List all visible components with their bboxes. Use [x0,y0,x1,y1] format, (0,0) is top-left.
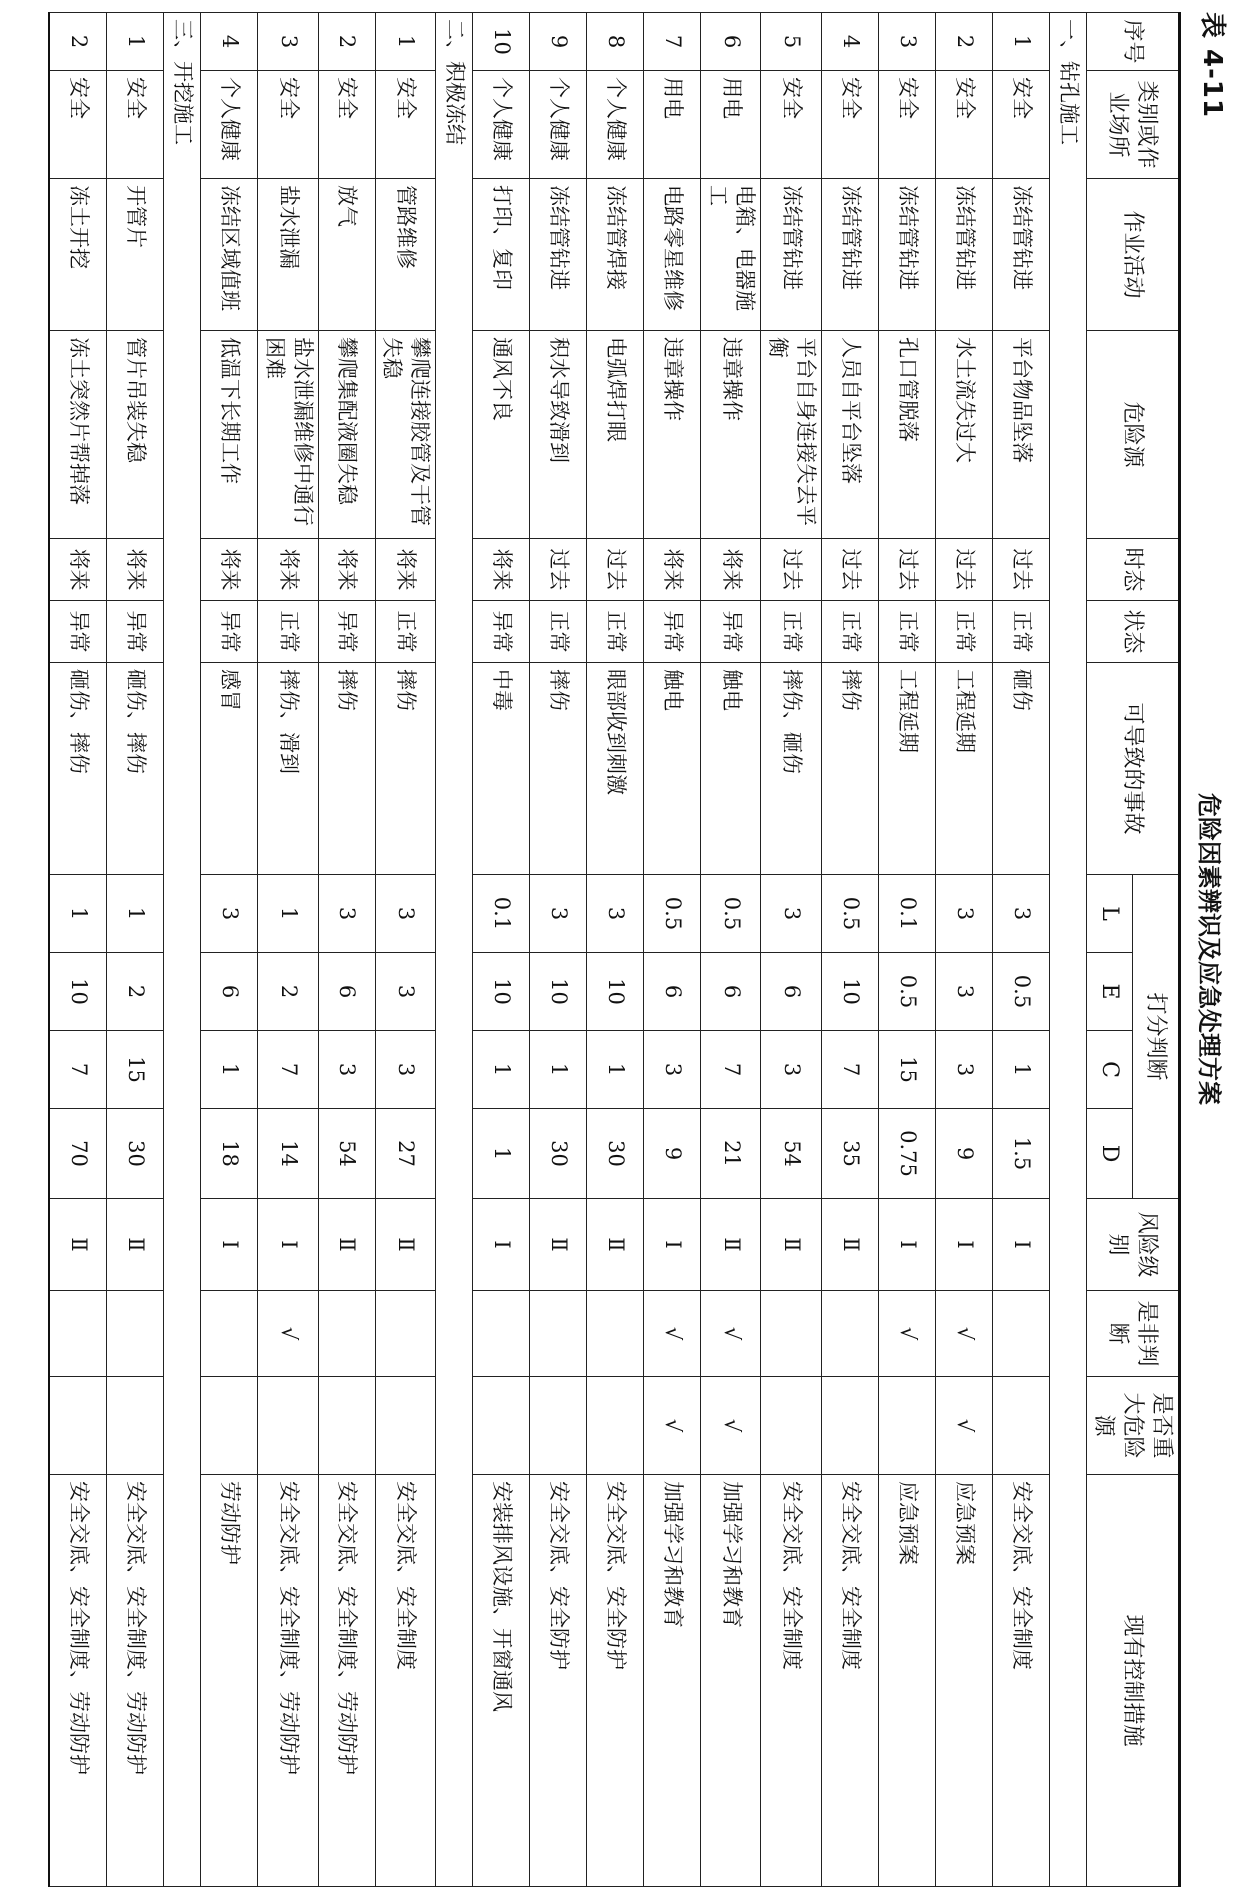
row-controls: 安全交底、安全防护 [587,1475,644,1887]
row-risk-level: Ⅰ [935,1199,992,1291]
row-major-hazard [107,1377,164,1475]
row-judgment [761,1291,821,1377]
row-no: 4 [201,13,258,71]
row-c: 7 [701,1031,761,1109]
row-risk-level: Ⅱ [107,1199,164,1291]
row-major-hazard [201,1377,258,1475]
row-e: 3 [935,953,992,1031]
header-scoring: 打分判断 [1132,875,1179,1199]
row-accident: 砸伤、摔伤 [107,663,164,875]
section-header [164,13,201,1887]
row-d: 18 [201,1109,258,1199]
table-row [49,13,107,1887]
row-hazard: 管片吊装失稳 [107,331,164,539]
row-no: 7 [644,13,701,71]
row-accident: 中毒 [473,663,530,875]
row-d: 35 [821,1109,878,1199]
row-c: 7 [821,1031,878,1109]
row-category: 安全 [878,71,935,179]
header-state: 状态 [1086,601,1179,663]
row-no: 1 [992,13,1049,71]
row-state: 正常 [935,601,992,663]
row-c: 3 [761,1031,821,1109]
row-no: 6 [701,13,761,71]
row-category: 安全 [935,71,992,179]
row-d: 1 [473,1109,530,1199]
row-state: 正常 [878,601,935,663]
row-d: 21 [701,1109,761,1199]
section-header [436,13,473,1887]
row-activity: 冻土开挖 [49,179,107,331]
row-judgment: √ [935,1291,992,1377]
row-activity: 放气 [318,179,375,331]
row-state: 正常 [821,601,878,663]
row-controls: 应急预案 [878,1475,935,1887]
row-controls: 安全交底、安全制度、劳动防护 [258,1475,318,1887]
row-controls: 安全交底、安全制度、劳动防护 [107,1475,164,1887]
row-category: 个人健康 [587,71,644,179]
row-no: 2 [318,13,375,71]
row-hazard: 攀爬集配液圈失稳 [318,331,375,539]
row-c: 3 [318,1031,375,1109]
row-hazard: 电弧焊打眼 [587,331,644,539]
row-judgment: √ [878,1291,935,1377]
row-no: 1 [375,13,435,71]
header-no: 序号 [1086,13,1179,71]
row-major-hazard [258,1377,318,1475]
row-major-hazard: √ [935,1377,992,1475]
row-controls: 安全交底、安全制度 [821,1475,878,1887]
row-judgment [473,1291,530,1377]
row-judgment: √ [701,1291,761,1377]
row-activity: 电路零星维修 [644,179,701,331]
row-l: 3 [992,875,1049,953]
row-accident: 砸伤 [992,663,1049,875]
row-activity: 冻结管钻进 [878,179,935,331]
section-title: 二、积极冻结 [436,13,473,1887]
row-judgment [49,1291,107,1377]
row-category: 个人健康 [473,71,530,179]
row-accident: 摔伤 [375,663,435,875]
header-d: D [1086,1109,1132,1199]
row-controls: 安装排风设施、开窗通风 [473,1475,530,1887]
row-activity: 电箱、电器施工 [701,179,761,331]
row-e: 6 [761,953,821,1031]
row-e: 0.5 [878,953,935,1031]
row-d: 27 [375,1109,435,1199]
row-risk-level: Ⅱ [318,1199,375,1291]
row-e: 6 [318,953,375,1031]
row-c: 7 [258,1031,318,1109]
row-accident: 触电 [644,663,701,875]
row-c: 3 [375,1031,435,1109]
row-d: 14 [258,1109,318,1199]
table-row [318,13,375,1887]
row-state: 正常 [992,601,1049,663]
row-tense: 将来 [375,539,435,601]
row-hazard: 冻土突然片帮掉落 [49,331,107,539]
row-major-hazard [878,1377,935,1475]
row-controls: 应急预案 [935,1475,992,1887]
row-major-hazard [473,1377,530,1475]
header-accident: 可导致的事故 [1086,663,1179,875]
row-risk-level: Ⅰ [201,1199,258,1291]
row-e: 2 [258,953,318,1031]
row-d: 0.75 [878,1109,935,1199]
row-judgment [201,1291,258,1377]
row-category: 个人健康 [530,71,587,179]
row-no: 3 [258,13,318,71]
row-l: 0.5 [644,875,701,953]
row-controls: 加强学习和教育 [701,1475,761,1887]
row-judgment [530,1291,587,1377]
row-d: 54 [318,1109,375,1199]
row-risk-level: Ⅰ [473,1199,530,1291]
row-major-hazard: √ [644,1377,701,1475]
row-accident: 眼部收到刺激 [587,663,644,875]
row-e: 10 [473,953,530,1031]
row-accident: 感冒 [201,663,258,875]
hazard-table [48,12,1181,1887]
row-activity: 冻结管钻进 [992,179,1049,331]
row-e: 6 [644,953,701,1031]
table-label: 表 4-11 [1197,12,1227,119]
row-activity: 盐水泄漏 [258,179,318,331]
row-accident: 工程延期 [935,663,992,875]
row-d: 30 [107,1109,164,1199]
row-no: 2 [49,13,107,71]
row-controls: 安全交底、安全防护 [530,1475,587,1887]
row-category: 安全 [821,71,878,179]
row-c: 15 [878,1031,935,1109]
row-accident: 砸伤、摔伤 [49,663,107,875]
row-no: 2 [935,13,992,71]
table-row [701,13,761,1887]
row-tense: 过去 [761,539,821,601]
table-row [530,13,587,1887]
row-risk-level: Ⅱ [821,1199,878,1291]
header-major-hazard: 是否重大危险源 [1086,1377,1179,1475]
header-category: 类别或作业场所 [1086,71,1179,179]
row-activity: 冻结管钻进 [935,179,992,331]
row-c: 3 [644,1031,701,1109]
row-tense: 将来 [473,539,530,601]
row-c: 15 [107,1031,164,1109]
section-header [1049,13,1086,1887]
row-risk-level: Ⅱ [761,1199,821,1291]
row-hazard: 平台自身连接失去平衡 [761,331,821,539]
row-c: 1 [473,1031,530,1109]
row-l: 1 [49,875,107,953]
row-judgment: √ [258,1291,318,1377]
row-major-hazard [49,1377,107,1475]
row-judgment [992,1291,1049,1377]
row-major-hazard [530,1377,587,1475]
row-e: 10 [530,953,587,1031]
row-state: 正常 [530,601,587,663]
row-d: 30 [530,1109,587,1199]
row-judgment [821,1291,878,1377]
row-tense: 过去 [530,539,587,601]
row-no: 3 [878,13,935,71]
row-controls: 安全交底、安全制度 [375,1475,435,1887]
row-major-hazard [821,1377,878,1475]
row-l: 0.5 [821,875,878,953]
row-accident: 触电 [701,663,761,875]
table-row [821,13,878,1887]
row-l: 0.1 [878,875,935,953]
row-no: 8 [587,13,644,71]
row-accident: 摔伤 [318,663,375,875]
row-major-hazard: √ [701,1377,761,1475]
row-d: 1.5 [992,1109,1049,1199]
table-row [375,13,435,1887]
row-e: 10 [587,953,644,1031]
row-tense: 过去 [587,539,644,601]
row-hazard: 积水导致滑到 [530,331,587,539]
row-hazard: 违章操作 [644,331,701,539]
row-l: 3 [761,875,821,953]
header-l: L [1086,875,1132,953]
row-state: 异常 [644,601,701,663]
section-title: 三、开挖施工 [164,13,201,1887]
row-state: 正常 [761,601,821,663]
row-risk-level: Ⅱ [49,1199,107,1291]
row-hazard: 人员自平台坠落 [821,331,878,539]
table-row [258,13,318,1887]
header-risk-level: 风险级别 [1086,1199,1179,1291]
table-row [761,13,821,1887]
section-title: 一、钻孔施工 [1049,13,1086,1887]
header-tense: 时态 [1086,539,1179,601]
row-judgment [587,1291,644,1377]
row-l: 3 [935,875,992,953]
row-category: 用电 [644,71,701,179]
row-risk-level: Ⅰ [644,1199,701,1291]
row-activity: 冻结管钻进 [821,179,878,331]
row-judgment [107,1291,164,1377]
row-controls: 安全交底、安全制度、劳动防护 [49,1475,107,1887]
row-major-hazard [992,1377,1049,1475]
row-tense: 将来 [318,539,375,601]
row-d: 54 [761,1109,821,1199]
row-l: 0.1 [473,875,530,953]
row-tense: 将来 [49,539,107,601]
row-tense: 将来 [201,539,258,601]
row-hazard: 盐水泄漏维修中通行困难 [258,331,318,539]
row-tense: 将来 [701,539,761,601]
row-d: 9 [935,1109,992,1199]
row-no: 5 [761,13,821,71]
header-activity: 作业活动 [1086,179,1179,331]
row-activity: 冻结管焊接 [587,179,644,331]
table-row [473,13,530,1887]
row-accident: 摔伤、砸伤 [761,663,821,875]
row-accident: 摔伤、滑到 [258,663,318,875]
row-e: 10 [821,953,878,1031]
row-no: 9 [530,13,587,71]
row-risk-level: Ⅱ [587,1199,644,1291]
row-l: 3 [530,875,587,953]
table-title: 危险因素辨识及应急处理方案 [1195,793,1223,1105]
table-row [201,13,258,1887]
row-category: 安全 [49,71,107,179]
row-state: 异常 [49,601,107,663]
row-judgment [318,1291,375,1377]
header-judgment: 是非判断 [1086,1291,1179,1377]
row-state: 正常 [375,601,435,663]
row-category: 安全 [992,71,1049,179]
row-hazard: 平台物品坠落 [992,331,1049,539]
row-hazard: 孔口管脱落 [878,331,935,539]
row-d: 9 [644,1109,701,1199]
row-tense: 将来 [258,539,318,601]
row-category: 安全 [107,71,164,179]
row-e: 2 [107,953,164,1031]
row-controls: 安全交底、安全制度 [992,1475,1049,1887]
row-category: 个人健康 [201,71,258,179]
row-l: 3 [375,875,435,953]
row-state: 异常 [473,601,530,663]
row-risk-level: Ⅱ [375,1199,435,1291]
row-risk-level: Ⅰ [878,1199,935,1291]
row-tense: 过去 [821,539,878,601]
row-tense: 过去 [992,539,1049,601]
row-e: 0.5 [992,953,1049,1031]
header-e: E [1086,953,1132,1031]
row-hazard: 通风不良 [473,331,530,539]
row-risk-level: Ⅱ [701,1199,761,1291]
row-controls: 安全交底、安全制度 [761,1475,821,1887]
row-major-hazard [375,1377,435,1475]
row-e: 6 [201,953,258,1031]
header-hazard: 危险源 [1086,331,1179,539]
table-row [107,13,164,1887]
row-activity: 开管片 [107,179,164,331]
row-activity: 冻结区域值班 [201,179,258,331]
row-c: 3 [935,1031,992,1109]
row-c: 1 [587,1031,644,1109]
row-no: 10 [473,13,530,71]
row-controls: 安全交底、安全制度、劳动防护 [318,1475,375,1887]
row-l: 0.5 [701,875,761,953]
row-category: 安全 [375,71,435,179]
row-controls: 加强学习和教育 [644,1475,701,1887]
row-activity: 冻结管钻进 [761,179,821,331]
row-tense: 将来 [107,539,164,601]
row-risk-level: Ⅱ [530,1199,587,1291]
row-state: 异常 [318,601,375,663]
row-l: 3 [201,875,258,953]
row-tense: 将来 [644,539,701,601]
table-row [935,13,992,1887]
row-e: 10 [49,953,107,1031]
row-state: 正常 [258,601,318,663]
row-accident: 摔伤 [821,663,878,875]
row-hazard: 水土流失过大 [935,331,992,539]
row-judgment: √ [644,1291,701,1377]
row-c: 1 [530,1031,587,1109]
row-e: 3 [375,953,435,1031]
row-state: 异常 [107,601,164,663]
row-state: 异常 [201,601,258,663]
table-row [587,13,644,1887]
header-controls: 现有控制措施 [1086,1475,1179,1887]
row-major-hazard [318,1377,375,1475]
row-judgment [375,1291,435,1377]
row-hazard: 低温下长期工作 [201,331,258,539]
table-body [49,13,1086,1887]
row-c: 1 [201,1031,258,1109]
row-major-hazard [761,1377,821,1475]
row-state: 正常 [587,601,644,663]
row-l: 3 [318,875,375,953]
row-activity: 管路维修 [375,179,435,331]
row-tense: 过去 [935,539,992,601]
row-category: 安全 [258,71,318,179]
table-row [992,13,1049,1887]
row-c: 7 [49,1031,107,1109]
row-accident: 摔伤 [530,663,587,875]
row-d: 30 [587,1109,644,1199]
row-activity: 打印、复印 [473,179,530,331]
row-l: 1 [258,875,318,953]
row-state: 异常 [701,601,761,663]
row-risk-level: Ⅰ [258,1199,318,1291]
row-c: 1 [992,1031,1049,1109]
row-accident: 工程延期 [878,663,935,875]
row-controls: 劳动防护 [201,1475,258,1887]
row-risk-level: Ⅰ [992,1199,1049,1291]
row-no: 4 [821,13,878,71]
row-l: 3 [587,875,644,953]
row-hazard: 攀爬连接胶管及干管失稳 [375,331,435,539]
header-c: C [1086,1031,1132,1109]
row-d: 70 [49,1109,107,1199]
row-no: 1 [107,13,164,71]
row-major-hazard [587,1377,644,1475]
row-category: 安全 [761,71,821,179]
row-tense: 过去 [878,539,935,601]
row-category: 安全 [318,71,375,179]
row-category: 用电 [701,71,761,179]
table-row [878,13,935,1887]
row-e: 6 [701,953,761,1031]
row-hazard: 违章操作 [701,331,761,539]
row-l: 1 [107,875,164,953]
row-activity: 冻结管钻进 [530,179,587,331]
table-row [644,13,701,1887]
